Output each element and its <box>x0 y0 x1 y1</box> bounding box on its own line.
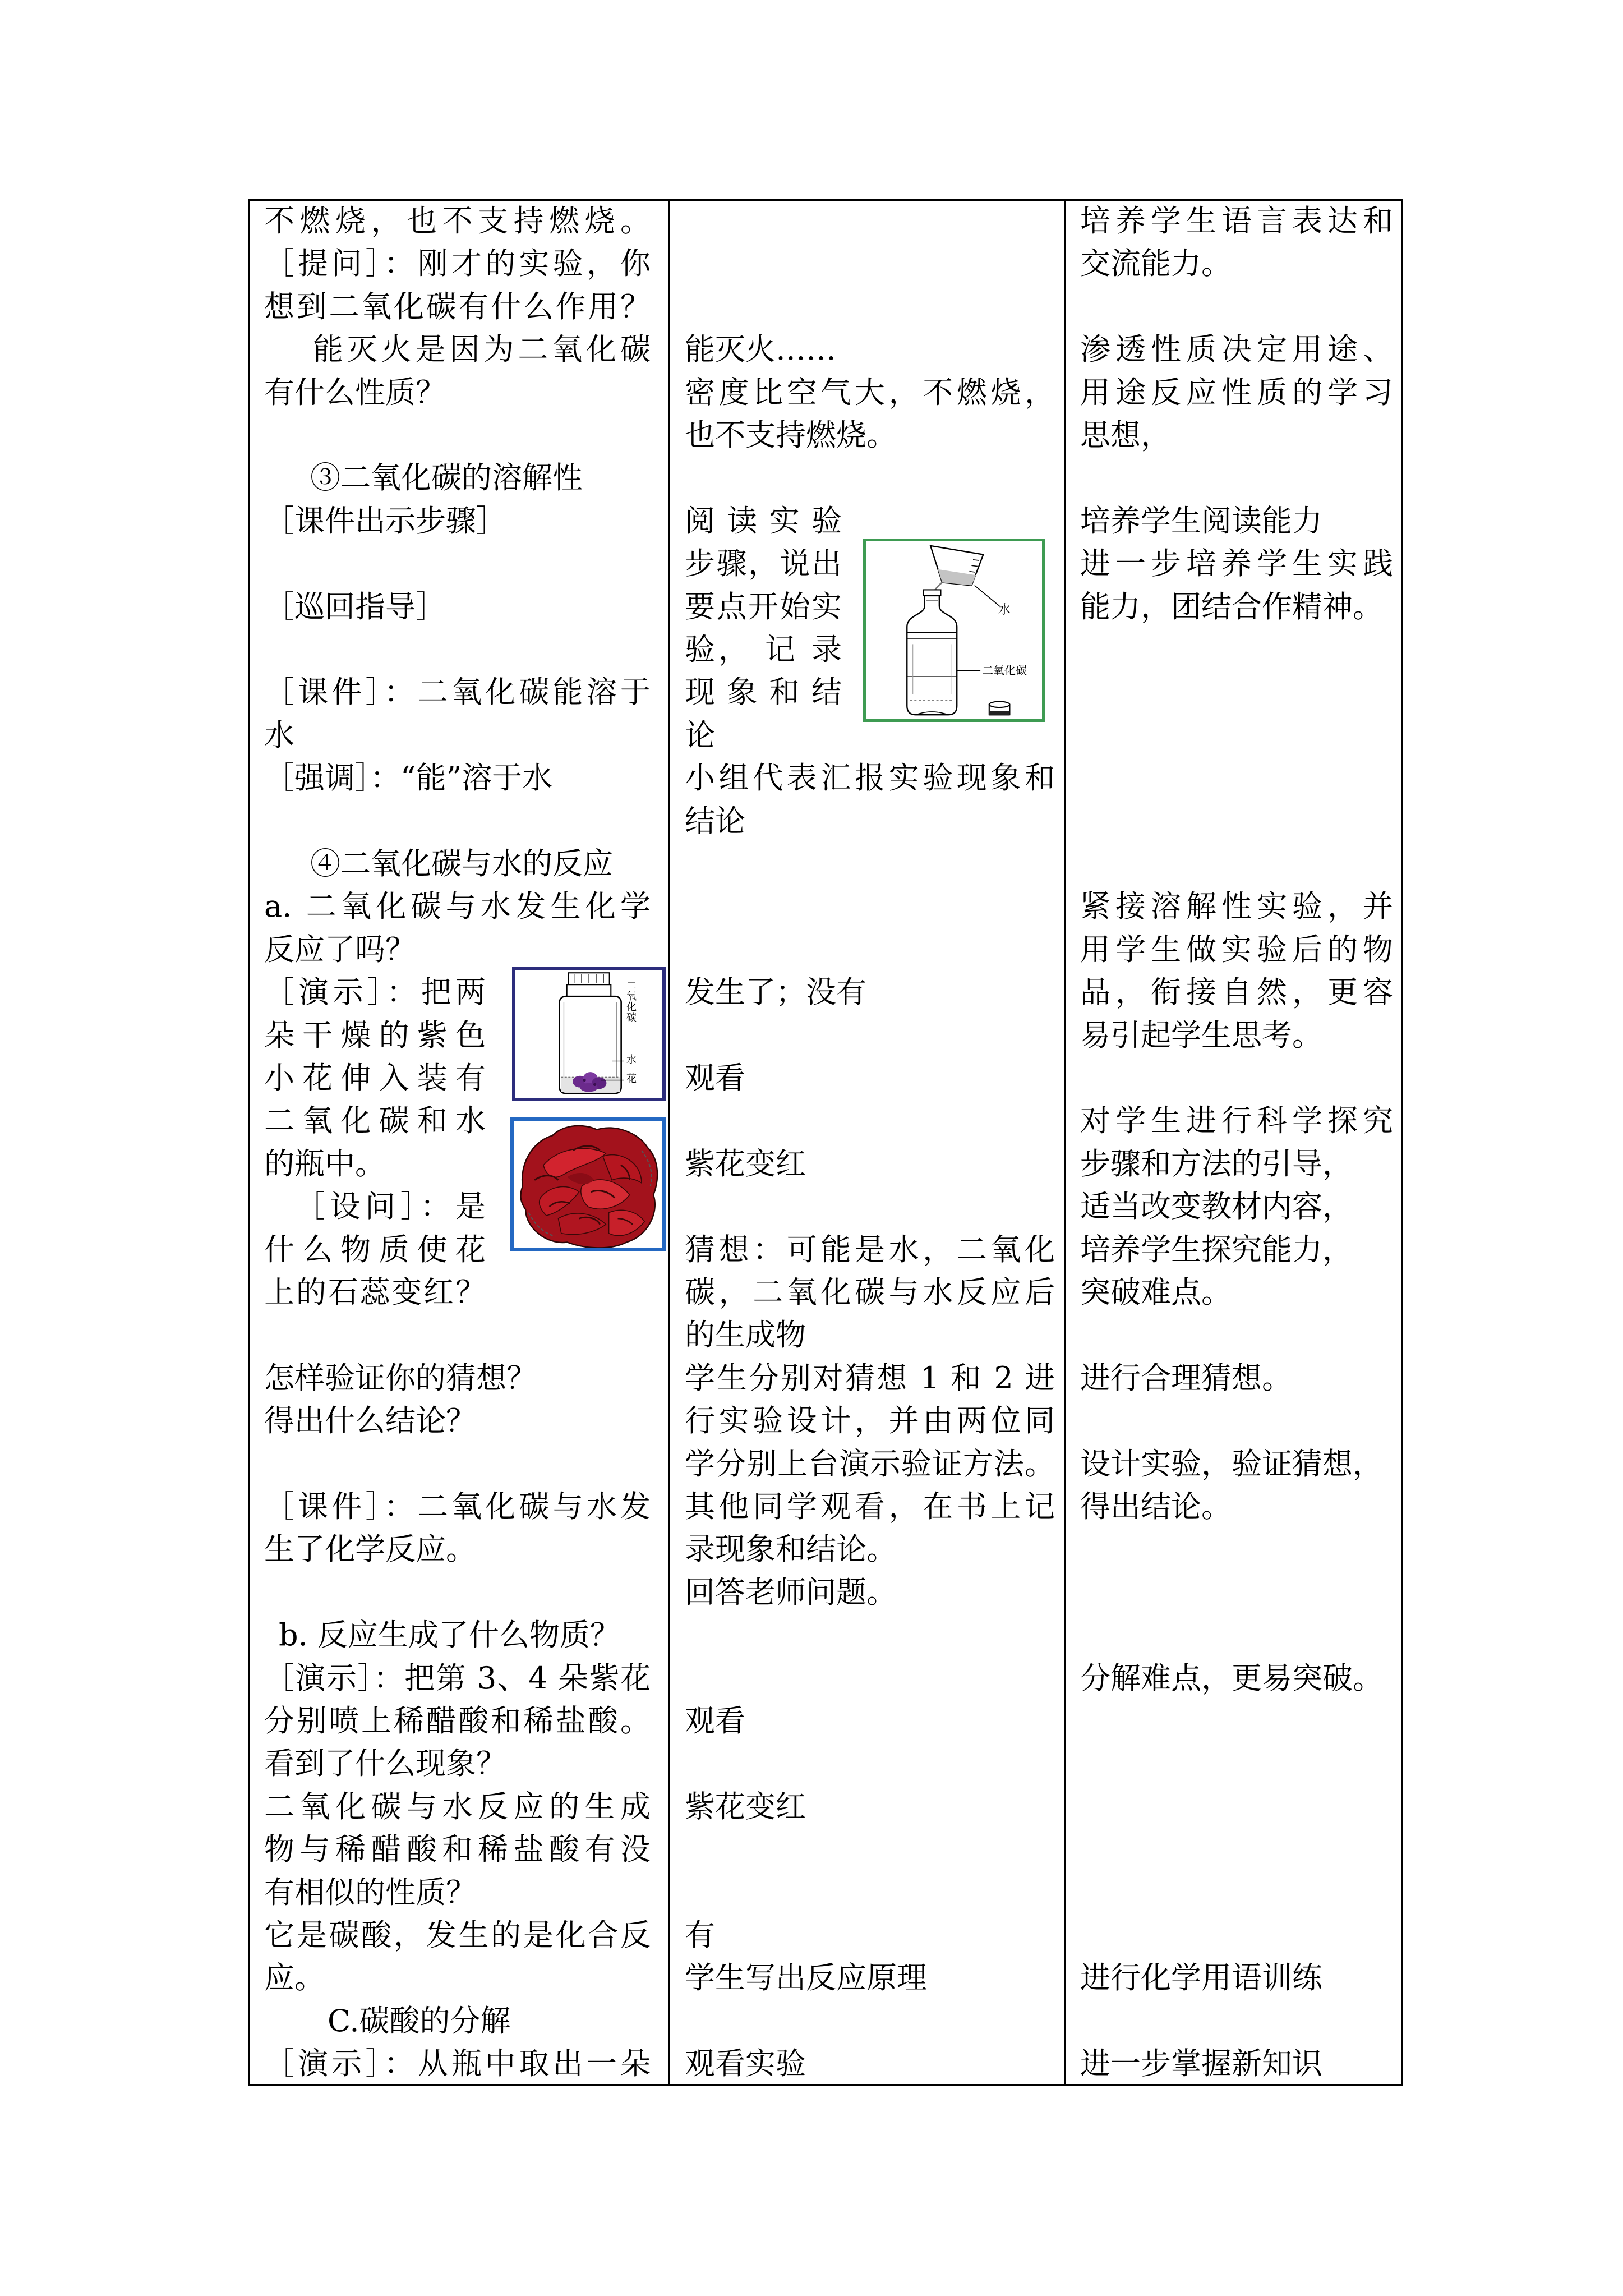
text-line: 观看 <box>685 1703 745 1738</box>
water-label: 水 <box>998 603 1011 617</box>
text-line: ［演示］：把两 <box>264 974 486 1010</box>
co2-label: 二氧化碳 <box>982 664 1027 677</box>
text-line: 适当改变教材内容， <box>1080 1189 1353 1225</box>
text-line: 要点开始实 <box>685 588 842 624</box>
text-line: 现 象 和 结 <box>685 674 842 710</box>
text-line: 能灭火是因为二氧化碳 <box>313 332 651 367</box>
text-line: 紫花变红 <box>685 1145 806 1181</box>
column-divider-1 <box>668 199 670 2086</box>
text-line: 小花伸入装有 <box>264 1060 486 1096</box>
text-line: ［强调］：“能”溶于水 <box>264 760 553 796</box>
column-divider-2 <box>1064 199 1066 2086</box>
text-line: 得出什么结论？ <box>264 1403 476 1439</box>
text-line: 结论 <box>685 803 745 839</box>
bottle-cap-drawing <box>989 702 1010 716</box>
text-line: 有相似的性质？ <box>264 1874 476 1910</box>
co2-jar-flower-figure <box>512 967 666 1101</box>
text-line: 也不支持燃烧。 <box>685 417 897 453</box>
water-leader-line <box>975 586 999 606</box>
text-line: 录现象和结论。 <box>685 1531 897 1567</box>
text-line: 它是碳酸，发生的是化合反 <box>264 1917 651 1953</box>
text-line: 能灭火…… <box>685 332 836 367</box>
text-line: 设计实验，验证猜想， <box>1080 1446 1383 1481</box>
text-line: 培养学生探究能力， <box>1080 1231 1353 1267</box>
text-line: 不燃烧，也不支持燃烧。 <box>264 203 651 238</box>
red-flower-drawing <box>514 1121 662 1248</box>
text-line: 有 <box>685 1917 715 1953</box>
text-line: 生了化学反应。 <box>264 1531 476 1567</box>
text-line: ［设问］：是 <box>295 1189 486 1225</box>
text-line: 物与稀醋酸和稀盐酸有没 <box>264 1832 651 1867</box>
text-line: 观看实验 <box>685 2046 806 2082</box>
text-line: 进行合理猜想。 <box>1080 1360 1292 1396</box>
text-line: 想到二氧化碳有什么作用？ <box>264 288 651 324</box>
text-line: 反应了吗？ <box>264 931 416 967</box>
text-line: 步骤，说出 <box>685 546 842 582</box>
text-line: 能力，团结合作精神。 <box>1080 588 1383 624</box>
text-line: 紧接溶解性实验，并 <box>1080 889 1393 924</box>
text-line: ［演示］：把第 3、4 朵紫花 <box>264 1660 651 1696</box>
text-line: 渗透性质决定用途、 <box>1080 332 1393 367</box>
text-line: 培养学生语言表达和 <box>1080 203 1393 238</box>
text-line: 小组代表汇报实验现象和 <box>685 760 1055 796</box>
text-line: 验， 记 录 <box>685 632 842 667</box>
text-line: 的瓶中。 <box>264 1145 385 1181</box>
text-line: 碳，二氧化碳与水反应后 <box>685 1274 1055 1310</box>
text-line: 紫花变红 <box>685 1788 806 1824</box>
text-line: 猜想：可能是水，二氧化 <box>685 1231 1055 1267</box>
text-line: 分别喷上稀醋酸和稀盐酸。 <box>264 1703 651 1738</box>
text-line: C.碳酸的分解 <box>328 2003 511 2039</box>
text-line: 学生分别对猜想 1 和 2 进 <box>685 1360 1055 1396</box>
text-line: 怎样验证你的猜想？ <box>264 1360 537 1396</box>
text-line: 的生成物 <box>685 1317 806 1353</box>
text-line: ③二氧化碳的溶解性 <box>310 460 583 496</box>
text-line: 上的石蕊变红？ <box>264 1274 486 1310</box>
text-line: 阅 读 实 验 <box>685 503 842 539</box>
text-line: 二氧化碳与水反应的生成 <box>264 1788 651 1824</box>
text-line: 得出结论。 <box>1080 1489 1232 1524</box>
red-flower-figure <box>510 1117 666 1251</box>
text-line: 看到了什么现象？ <box>264 1746 506 1782</box>
text-line: a. 二氧化碳与水发生化学 <box>264 889 651 924</box>
text-line: ［演示］：从瓶中取出一朵 <box>264 2046 651 2082</box>
text-line: ④二氧化碳与水的反应 <box>310 846 613 881</box>
text-line: 水 <box>264 717 294 753</box>
bottle-pour-drawing <box>866 541 1042 719</box>
text-line: 行实验设计，并由两位同 <box>685 1403 1055 1439</box>
text-line: 易引起学生思考。 <box>1080 1017 1322 1053</box>
text-line: 学分别上台演示验证方法。 <box>685 1446 1055 1481</box>
text-line: 其他同学观看，在书上记 <box>685 1489 1055 1524</box>
text-line: 培养学生阅读能力 <box>1080 503 1322 539</box>
text-line: 进行化学用语训练 <box>1080 1960 1322 1996</box>
text-line: 品，衔接自然，更容 <box>1080 974 1393 1010</box>
text-line: ［提问］：刚才的实验，你 <box>264 246 651 282</box>
text-line: 突破难点。 <box>1080 1274 1232 1310</box>
text-line: ［课件出示步骤］ <box>264 503 506 539</box>
text-line: 进一步培养学生实践 <box>1080 546 1393 582</box>
text-line: 应。 <box>264 1960 325 1996</box>
jar-drawing <box>515 970 662 1098</box>
text-line: 发生了；没有 <box>685 974 866 1010</box>
text-line: 朵干燥的紫色 <box>264 1017 486 1053</box>
co2-bottle-pour-figure <box>863 539 1045 722</box>
text-line: 论 <box>685 717 715 753</box>
text-line: 二氧化碳和水 <box>264 1103 486 1139</box>
flower-label: 花 <box>626 1073 637 1085</box>
text-line: 用途反应性质的学习 <box>1080 374 1393 410</box>
text-line: 有什么性质？ <box>264 374 446 410</box>
text-line: ［课件］：二氧化碳能溶于 <box>264 674 651 710</box>
text-line: b. 反应生成了什么物质？ <box>279 1617 620 1653</box>
text-line: 进一步掌握新知识 <box>1080 2046 1322 2082</box>
text-line: 密度比空气大，不燃烧， <box>685 374 1055 410</box>
text-line: 思想， <box>1080 417 1171 453</box>
text-line: 观看 <box>685 1060 745 1096</box>
text-line: 回答老师问题。 <box>685 1574 897 1610</box>
text-line: ［巡回指导］ <box>264 588 446 624</box>
text-line: 用学生做实验后的物 <box>1080 931 1393 967</box>
text-line: 分解难点，更易突破。 <box>1080 1660 1383 1696</box>
text-line: 对学生进行科学探究 <box>1080 1103 1393 1139</box>
co2-vertical-label: 二氧化碳 <box>625 980 637 1023</box>
bottle-drawing <box>907 590 957 715</box>
water-label: 水 <box>626 1054 637 1066</box>
text-line: ［课件］：二氧化碳与水发 <box>264 1489 651 1524</box>
text-line: 交流能力。 <box>1080 246 1232 282</box>
text-line: 学生写出反应原理 <box>685 1960 927 1996</box>
text-line: 什么物质使花 <box>264 1231 486 1267</box>
text-line: 步骤和方法的引导， <box>1080 1145 1353 1181</box>
